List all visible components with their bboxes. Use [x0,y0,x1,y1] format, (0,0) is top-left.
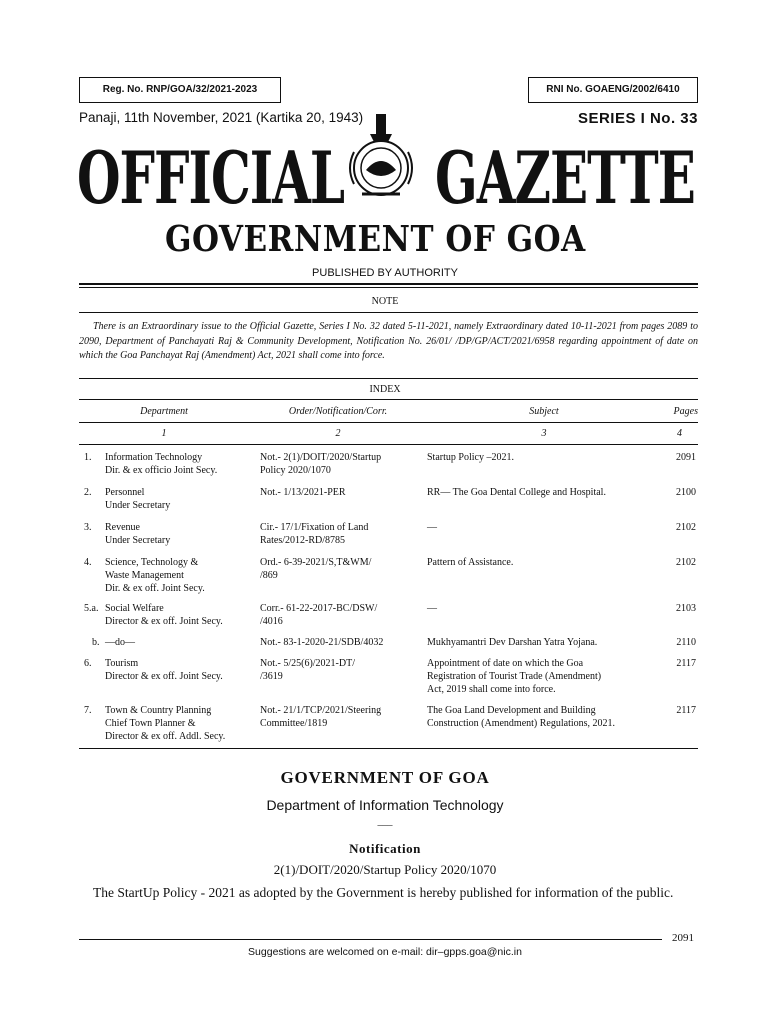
issue-date: Panaji, 11th November, 2021 (Kartika 20, 1943) [79,110,364,125]
row-order: Cir.- 17/1/Fixation of Land Rates/2012-RD/8785 [260,522,369,546]
row-number: b. [92,637,100,648]
column-header-subject: Subject [529,406,559,417]
row-order: Not.- 5/25(6)/2021-DT/ /3619 [260,658,355,682]
suggestions-note: Suggestions are welcomed on e-mail: dir–gpps.goa@nic.in [248,946,522,958]
divider [79,422,698,423]
index-heading: INDEX [369,384,401,395]
row-number: 1. [84,452,92,463]
row-pages: 2103 [676,603,696,614]
row-number: 6. [84,658,92,669]
row-subject: RR— The Goa Dental College and Hospital. [427,487,606,498]
row-department: Revenue Under Secretary [105,522,171,546]
rni-number-box [528,77,698,103]
registration-number-box [79,77,281,103]
registration-number: Reg. No. RNP/GOA/32/2021-2023 [102,84,258,95]
row-subject: The Goa Land Development and Building Construction (Amendment) Regulations, 2021. [427,705,616,729]
row-subject: Appointment of date on which the Goa Registration of Tourist Trade (Amendment) Act, 2019 shall come into force. [427,658,602,695]
row-department: Social Welfare Director & ex off. Joint Secy. [105,603,223,627]
divider [79,378,698,379]
section-divider: ___ [377,816,393,827]
column-number: 3 [541,428,547,439]
row-order: Not.- 83-1-2020-21/SDB/4032 [260,637,384,648]
row-department: —do— [105,637,135,648]
row-pages: 2110 [676,637,696,648]
divider [79,283,698,285]
masthead-official: OFFICIAL [77,134,345,221]
series-number: SERIES I No. 33 [577,110,698,127]
row-department: Town & Country Planning Chief Town Planner & Director & ex off. Addl. Secy. [105,705,226,742]
row-order: Not.- 1/13/2021-PER [260,487,346,498]
row-subject: Mukhyamantri Dev Darshan Yatra Yojana. [427,637,598,648]
column-header-pages: Pages [673,406,698,417]
department-heading: Department of Information Technology [266,797,504,813]
row-department: Personnel Under Secretary [105,487,171,511]
state-emblem-icon [340,108,422,200]
row-pages: 2117 [676,705,696,716]
row-pages: 2091 [676,452,696,463]
government-heading: GOVERNMENT OF GOA [280,768,490,787]
divider [79,748,698,749]
row-pages: 2102 [676,522,696,533]
row-order: Not.- 2(1)/DOIT/2020/Startup Policy 2020/1070 [260,452,382,476]
note-heading: NOTE [371,296,399,307]
published-by-authority: PUBLISHED BY AUTHORITY [312,267,458,279]
row-department: Science, Technology & Waste Management Dir. & ex off. Joint Secy. [105,557,205,594]
row-number: 2. [84,487,92,498]
row-pages: 2102 [676,557,696,568]
column-number: 1 [161,428,167,439]
row-department: Tourism Director & ex off. Joint Secy. [105,658,223,682]
notification-number: 2(1)/DOIT/2020/Startup Policy 2020/1070 [273,862,497,877]
divider [79,312,698,313]
masthead-gazette: GAZETTE [435,134,695,221]
row-number: 3. [84,522,92,533]
divider [79,399,698,400]
row-subject: — [427,603,437,614]
notification-heading: Notification [349,841,421,856]
row-subject: Startup Policy –2021. [427,452,514,463]
note-text: There is an Extraordinary issue to the Official Gazette, Series I No. 32 dated 5-11-2021, namely Extraordinary dated 10-11-2021 from pages 2089 to 2090, Department of Panchayati Raj & Community Development, Notification No. 26/01/ /DP/GP/ACT/2021/6958 regarding appointment of date on which the Goa Panchayat Raj (Amendment) Act, 2021 shall come into force. [79,321,698,361]
masthead-subtitle: GOVERNMENT OF GOA [165,218,586,261]
notification-paragraph: The StartUp Policy - 2021 as adopted by the Government is hereby published for information of the public. [93,885,674,900]
column-number: 4 [677,428,682,439]
row-department: Information Technology Dir. & ex officio Joint Secy. [105,452,218,476]
row-subject: — [427,522,437,533]
row-order: Ord.- 6-39-2021/S,T&WM/ /869 [260,557,372,581]
footer-rule [79,939,662,940]
row-subject: Pattern of Assistance. [427,557,514,568]
page-number: 2091 [672,932,694,944]
column-header-order: Order/Notification/Corr. [288,406,388,417]
row-number: 7. [84,705,92,716]
row-pages: 2100 [676,487,696,498]
rni-number: RNI No. GOAENG/2002/6410 [546,84,680,95]
divider [79,444,698,445]
column-number: 2 [335,428,341,439]
row-number: 4. [84,557,92,568]
row-order: Not.- 21/1/TCP/2021/Steering Committee/1819 [260,705,382,729]
column-header-department: Department [140,406,188,417]
divider [79,287,698,288]
row-number: 5.a. [84,603,99,614]
row-pages: 2117 [676,658,696,669]
row-order: Corr.- 61-22-2017-BC/DSW/ /4016 [260,603,378,627]
